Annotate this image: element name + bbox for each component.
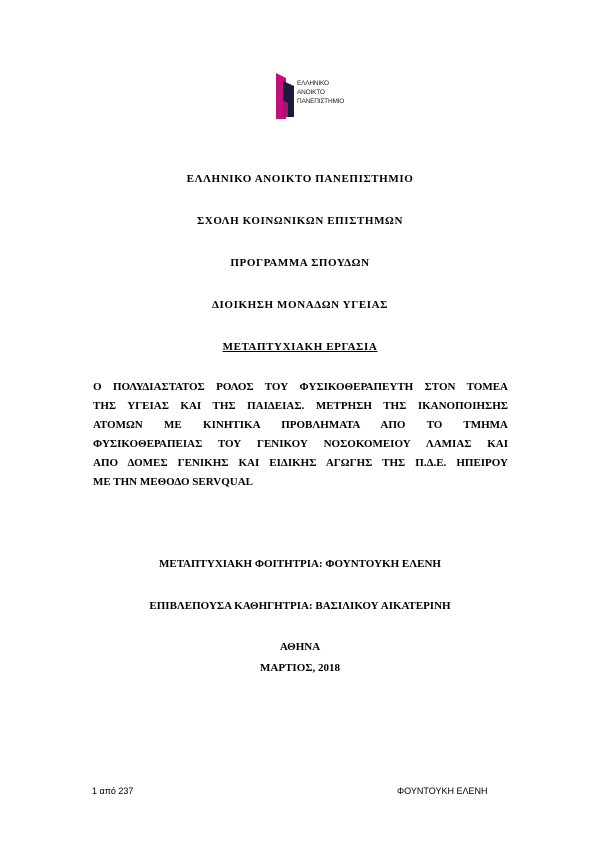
city: ΑΘΗΝΑ [279, 641, 321, 653]
logo-line: ΑΝΟΙΚΤΟ [297, 89, 325, 96]
logo-text [297, 79, 344, 106]
title-line: ΤΗΣ ΥΓΕΙΑΣ ΚΑΙ ΤΗΣ ΠΑΙΔΕΙΑΣ. ΜΕΤΡΗΣΗ ΤΗΣ ΙΚΑΝΟΠΟΙΗΣΗΣ [93, 400, 508, 412]
student-name: ΜΕΤΑΠΤΥΧΙΑΚΗ ΦΟΙΤΗΤΡΙΑ: ΦΟΥΝΤΟΥΚΗ ΕΛΕΝΗ [159, 558, 441, 570]
program-field: ΔΙΟΙΚΗΣΗ ΜΟΝΑΔΩΝ ΥΓΕΙΑΣ [212, 299, 388, 311]
university-logo [276, 73, 345, 119]
logo-line: ΕΛΛΗΝΙΚΟ [297, 80, 329, 87]
school-name: ΣΧΟΛΗ ΚΟΙΝΩΝΙΚΩΝ ΕΠΙΣΤΗΜΩΝ [196, 215, 404, 227]
program-label: ΠΡΟΓΡΑΜΜΑ ΣΠΟΥΔΩΝ [230, 257, 370, 269]
thesis-title [93, 378, 508, 492]
page-number: 1 από 237 [92, 786, 134, 796]
thesis-type: ΜΕΤΑΠΤΥΧΙΑΚΗ ΕΡΓΑΣΙΑ [222, 341, 378, 353]
title-line: ΜΕ ΤΗΝ ΜΕΘΟΔΟ SERVQUAL [93, 476, 253, 488]
date: ΜΑΡΤΙΟΣ, 2018 [260, 662, 340, 674]
logo-line: ΠΑΝΕΠΙΣΤΗΜΙΟ [297, 98, 345, 105]
title-line: ΑΤΟΜΩΝ ΜΕ ΚΙΝΗΤΙΚΑ ΠΡΟΒΛΗΜΑΤΑ ΑΠΟ ΤΟ ΤΜΗΜΑ [93, 419, 508, 431]
supervisor-name: ΕΠΙΒΛΕΠΟΥΣΑ ΚΑΘΗΓΗΤΡΙΑ: ΒΑΣΙΛΙΚΟΥ ΑΙΚΑΤΕΡΙΝΗ [149, 600, 451, 612]
university-name: ΕΛΛΗΝΙΚΟ ΑΝΟΙΚΤΟ ΠΑΝΕΠΙΣΤΗΜΙΟ [186, 173, 414, 185]
title-line: ΑΠΟ ΔΟΜΕΣ ΓΕΝΙΚΗΣ ΚΑΙ ΕΙΔΙΚΗΣ ΑΓΩΓΗΣ ΤΗΣ Π.Δ.Ε. ΗΠΕΙΡΟΥ [93, 457, 508, 469]
footer-author: ΦΟΥΝΤΟΥΚΗ ΕΛΕΝΗ [397, 786, 488, 796]
title-line: ΦΥΣΙΚΟΘΕΡΑΠΕΙΑΣ ΤΟΥ ΓΕΝΙΚΟΥ ΝΟΣΟΚΟΜΕΙΟΥ ΛΑΜΙΑΣ ΚΑΙ [93, 438, 508, 450]
title-line: Ο ΠΟΛΥΔΙΑΣΤΑΤΟΣ ΡΟΛΟΣ ΤΟΥ ΦΥΣΙΚΟΘΕΡΑΠΕΥΤΗ ΣΤΟΝ ΤΟΜΕΑ [93, 381, 508, 393]
